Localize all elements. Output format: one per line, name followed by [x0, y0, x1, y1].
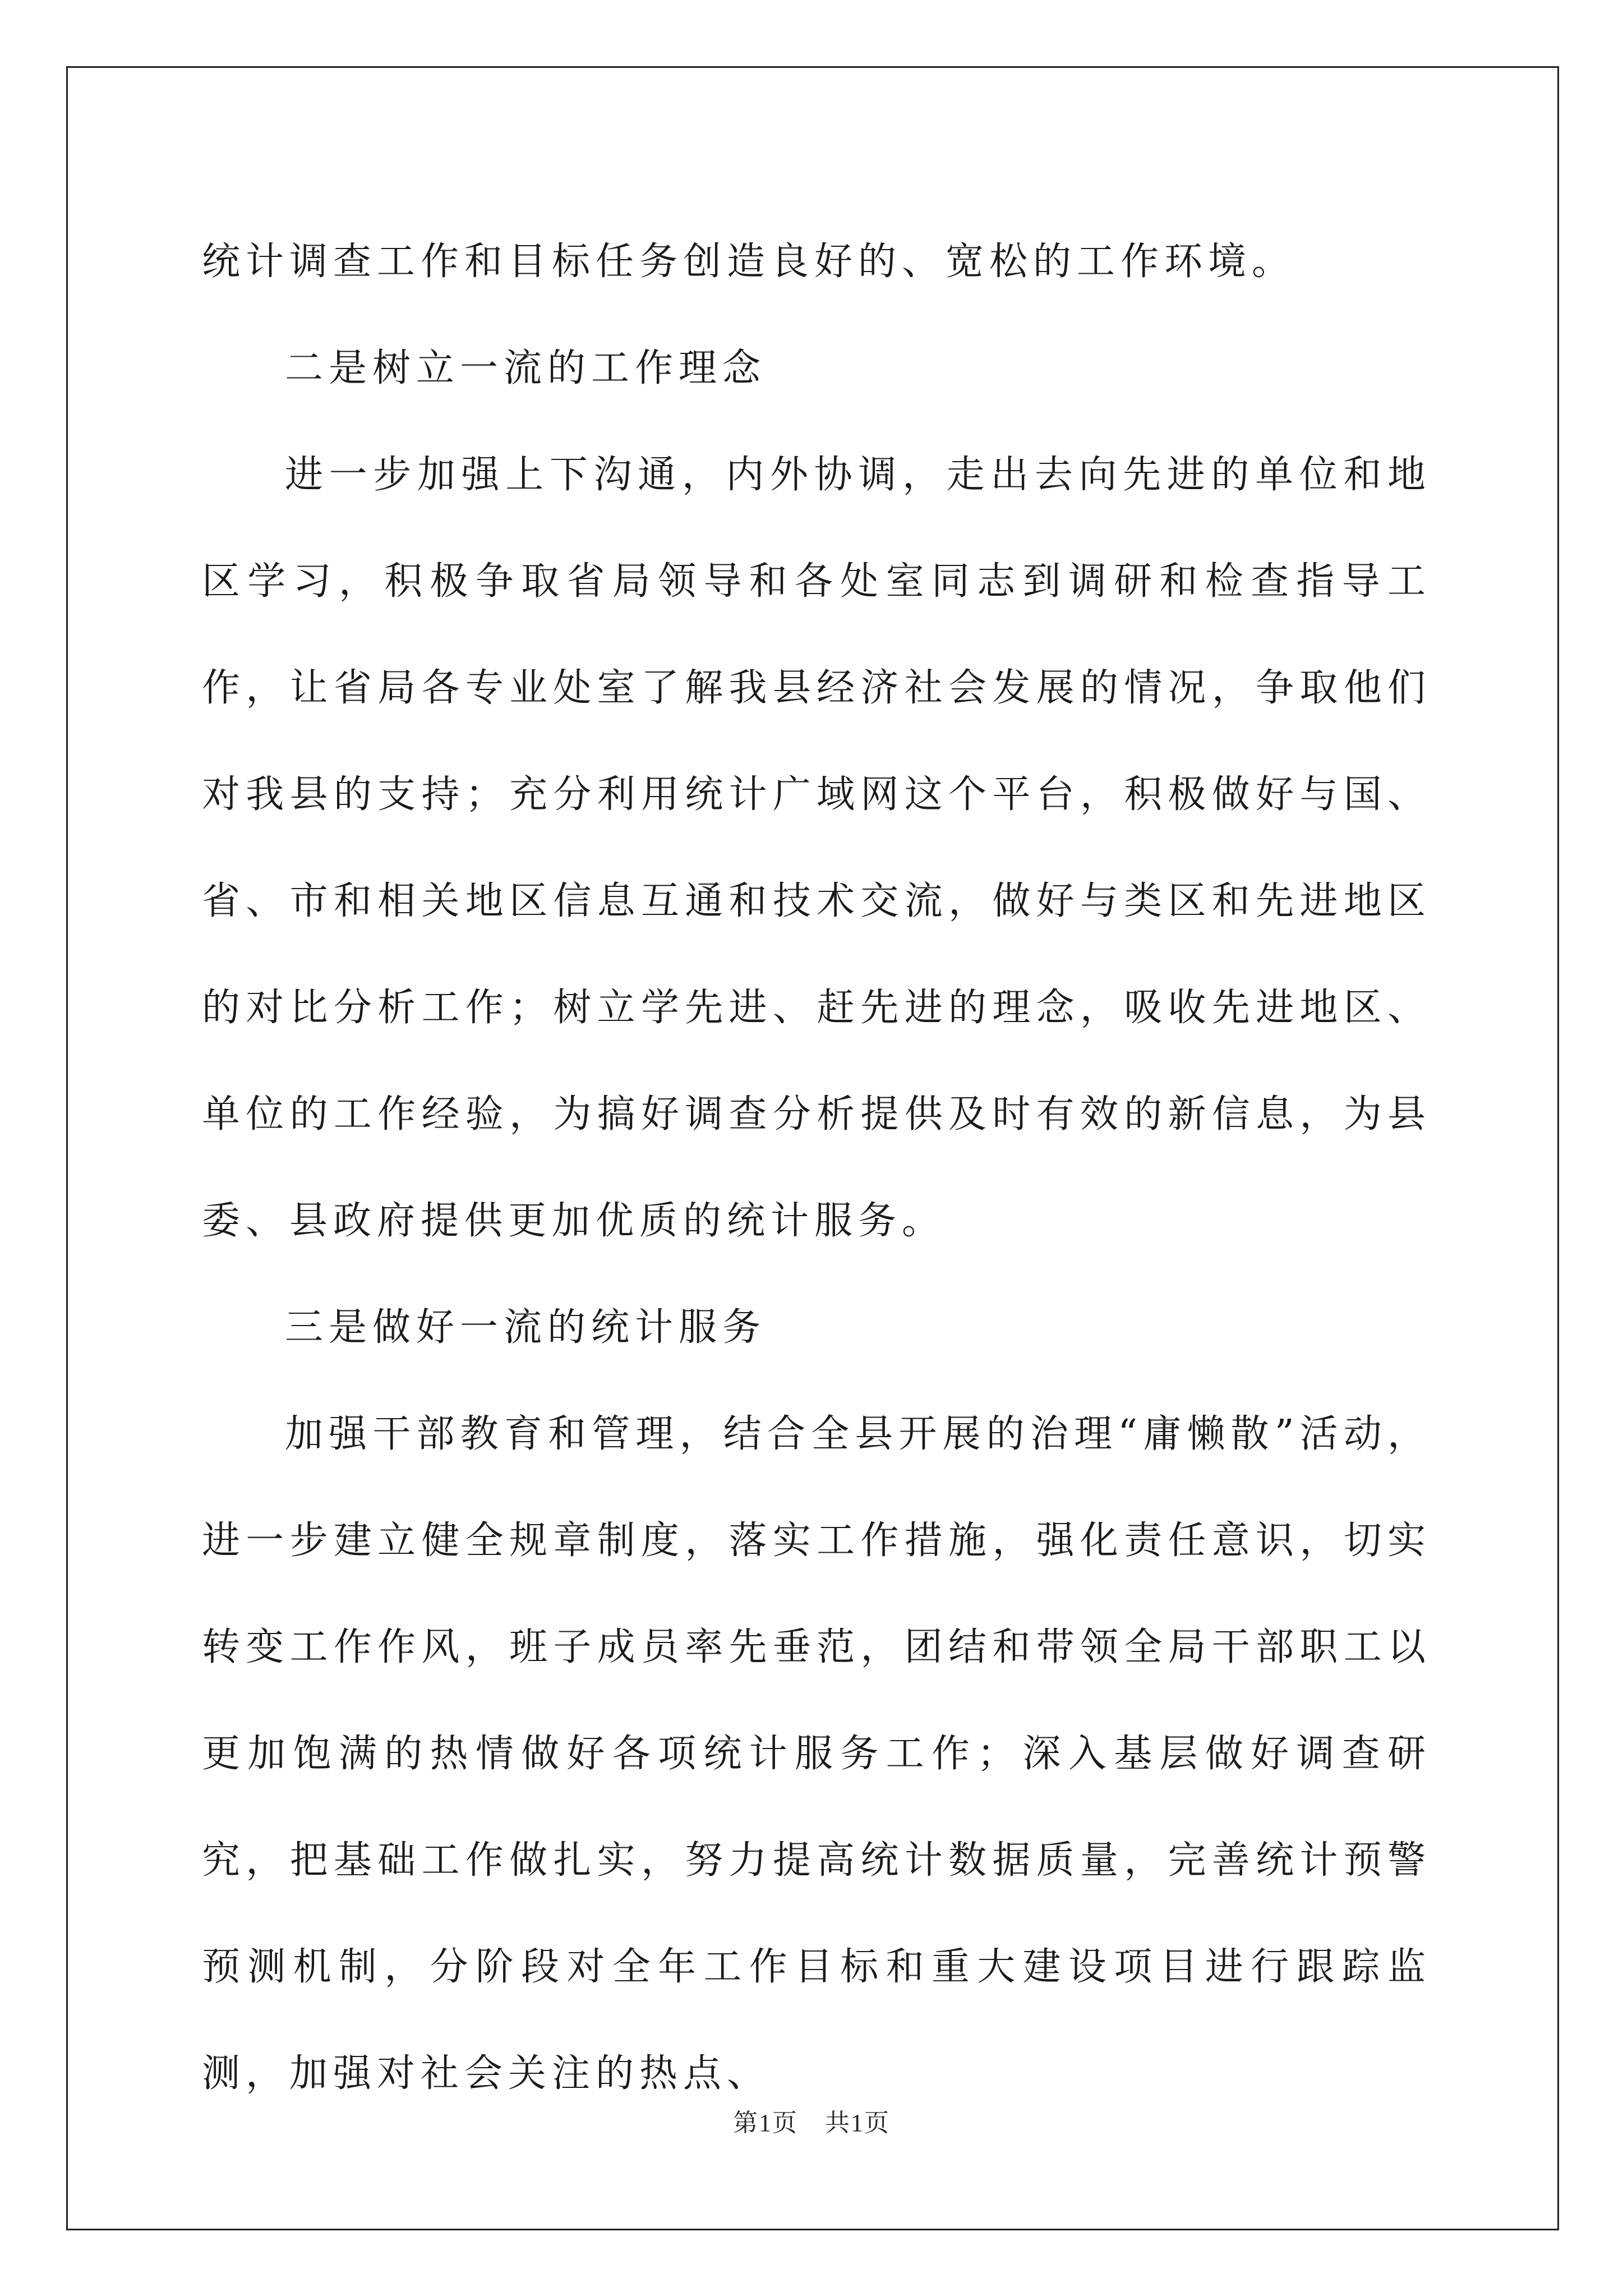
- section-heading-2: 二是树立一流的工作理念: [285, 346, 767, 390]
- paragraph-continuation: 统计调查工作和目标任务创造良好的、宽松的工作环境。: [202, 240, 1296, 284]
- section-heading-3: 三是做好一流的统计服务: [285, 1305, 767, 1350]
- page-total: 共1页: [825, 2109, 890, 2137]
- page-footer: [0, 2102, 1623, 2138]
- document-body: [202, 209, 1431, 2127]
- paragraph-work-concept: 进一步加强上下沟通，内外协调，走出去向先进的单位和地区学习，积极争取省局领导和各处室同志到调研和检查指导工作，让省局各专业处室了解我县经济社会发展的情况，争取他们对我县的支持；充分利用统计广域网这个平台，积极做好与国、省、市和相关地区信息互通和技术交流，做好与类区和先进地区的对比分析工作；树立学先进、赶先进的理念，吸收先进地区、单位的工作经验，为搞好调查分析提供及时有效的新信息，为县委、县政府提供更加优质的统计服务。: [202, 453, 1431, 1243]
- page-number: 第1页: [733, 2109, 798, 2137]
- paragraph-statistics-service: 加强干部教育和管理，结合全县开展的治理“庸懒散”活动，进一步建立健全规章制度，落实工作措施，强化责任意识，切实转变工作作风，班子成员率先垂范，团结和带领全局干部职工以更加饱满的热情做好各项统计服务工作；深入基层做好调查研究，把基础工作做扎实，努力提高统计数据质量，完善统计预警预测机制，分阶段对全年工作目标和重大建设项目进行跟踪监测，加强对社会关注的热点、: [202, 1412, 1431, 2096]
